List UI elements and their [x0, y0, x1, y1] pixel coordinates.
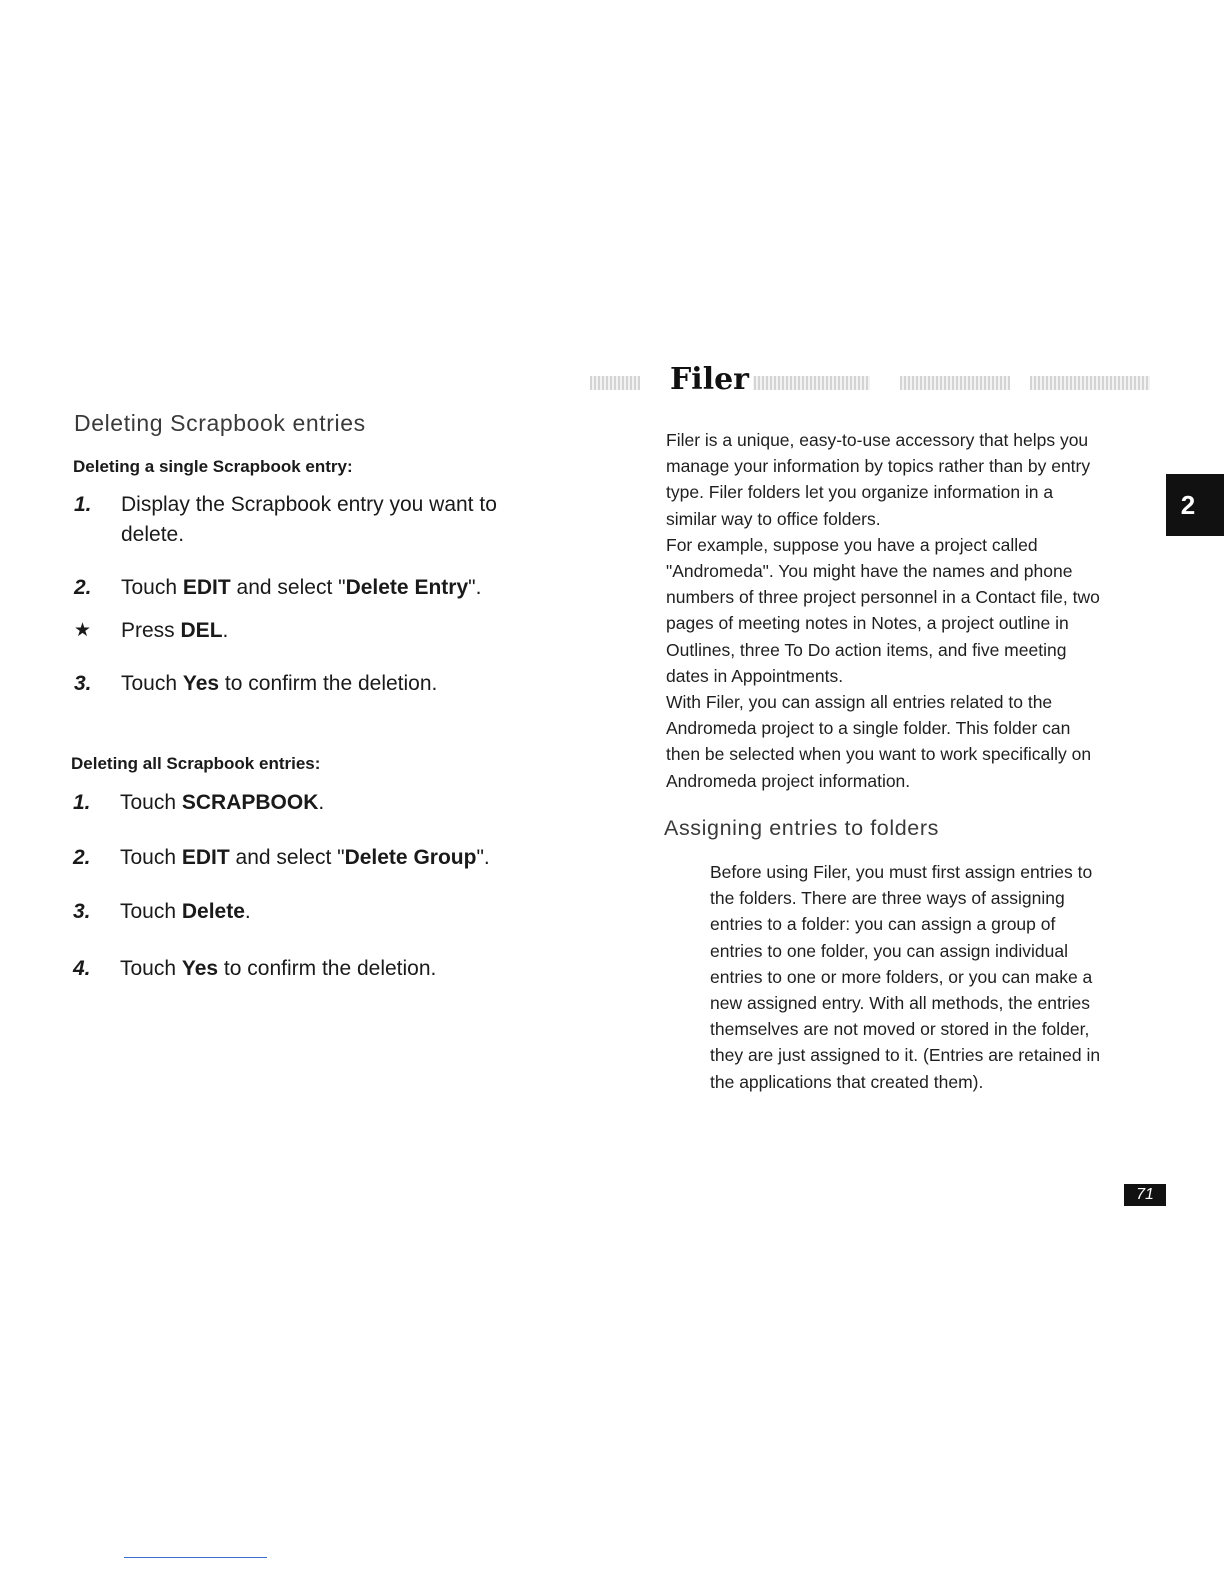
text-line: similar way to office folders. [666, 508, 881, 529]
step-number: 1. [74, 493, 92, 516]
step-number: 2. [74, 576, 92, 599]
step-text: Display the Scrapbook entry you want to delete. [121, 493, 497, 546]
subheading-single-entry: Deleting a single Scrapbook entry: [73, 457, 353, 476]
step-text: Press DEL. [121, 619, 229, 642]
single-step-star [74, 616, 554, 646]
edit-keyword: EDIT [181, 846, 230, 869]
assigning-paragraph [710, 859, 1165, 1095]
all-step-2 [73, 843, 553, 873]
text-line: they are just assigned to it. (Entries are retained in [710, 1045, 1101, 1066]
single-step-3 [74, 669, 554, 699]
text-line: For example, suppose you have a project called [666, 534, 1038, 555]
subheading-all-entries: Deleting all Scrapbook entries: [71, 754, 321, 773]
text-line: entries to one or more folders, or you can make a [710, 966, 1093, 987]
text-line: manage your information by topics rather than by entry [666, 456, 1091, 477]
step-number: 3. [73, 900, 91, 923]
footer-rule [124, 1557, 267, 1558]
text-line: Filer is a unique, easy-to-use accessory that helps you [666, 430, 1089, 450]
section-heading-assigning-entries: Assigning entries to folders [664, 816, 939, 840]
all-step-3 [73, 897, 553, 927]
text-line: the applications that created them). [710, 1071, 984, 1092]
yes-keyword: Yes [181, 957, 219, 980]
step-text: Touch EDIT and select "Delete Group". [120, 846, 490, 869]
text-line: new assigned entry. With all methods, the entries [710, 993, 1091, 1014]
text-line: Andromeda project to a single folder. This folder can [666, 718, 1071, 739]
star-icon: ★ [74, 620, 92, 641]
page-number: 71 [1124, 1184, 1166, 1206]
text-line: numbers of three project personnel in a Contact file, two [666, 587, 1100, 608]
text-line: pages of meeting notes in Notes, a project outline in [666, 613, 1069, 634]
text-line: entries to one folder, you can assign individual [710, 940, 1069, 961]
step-text: Touch Yes to confirm the deletion. [120, 957, 437, 980]
step-number: 3. [74, 672, 92, 695]
all-step-4 [73, 954, 553, 984]
scrapbook-keyword: SCRAPBOOK [181, 791, 319, 814]
step-number: 4. [73, 957, 91, 980]
section-heading-deleting-scrapbook: Deleting Scrapbook entries [74, 410, 366, 436]
edit-keyword: EDIT [182, 576, 231, 599]
text-line: the folders. There are three ways of assigning [710, 888, 1065, 909]
delete-entry-keyword: Delete Entry [345, 576, 469, 599]
text-line: entries to a folder: you can assign a group of [710, 914, 1056, 935]
text-line: themselves are not moved or stored in the folder, [710, 1019, 1090, 1040]
step-text: Touch EDIT and select "Delete Entry". [121, 576, 482, 599]
text-line: Andromeda project information. [666, 770, 911, 791]
step-text: Touch Delete. [120, 900, 251, 923]
step-text: Touch Yes to confirm the deletion. [121, 672, 438, 695]
step-number: 1. [73, 791, 91, 814]
section-title-filer: Filer [666, 362, 753, 397]
chapter-number: 2 [1180, 489, 1196, 520]
filer-intro-paragraph [666, 427, 1166, 794]
all-step-1 [73, 788, 553, 818]
text-line: then be selected when you want to work specifically on [666, 744, 1092, 765]
step-number: 2. [73, 846, 91, 869]
text-line: "Andromeda". You might have the names and phone [666, 561, 1073, 582]
single-step-2 [74, 573, 554, 603]
chapter-tab [1166, 474, 1224, 536]
text-line: type. Filer folders let you organize information in a [666, 482, 1054, 503]
step-text: Touch SCRAPBOOK. [120, 791, 325, 814]
del-keyword: DEL [180, 619, 223, 642]
text-line: Before using Filer, you must first assign entries to [710, 862, 1093, 882]
text-line: With Filer, you can assign all entries related to the [666, 692, 1053, 713]
delete-keyword: Delete [181, 900, 245, 923]
delete-group-keyword: Delete Group [344, 846, 477, 869]
text-line: Outlines, three To Do action items, and five meeting [666, 639, 1067, 660]
yes-keyword: Yes [182, 672, 220, 695]
text-line: dates in Appointments. [666, 665, 844, 686]
